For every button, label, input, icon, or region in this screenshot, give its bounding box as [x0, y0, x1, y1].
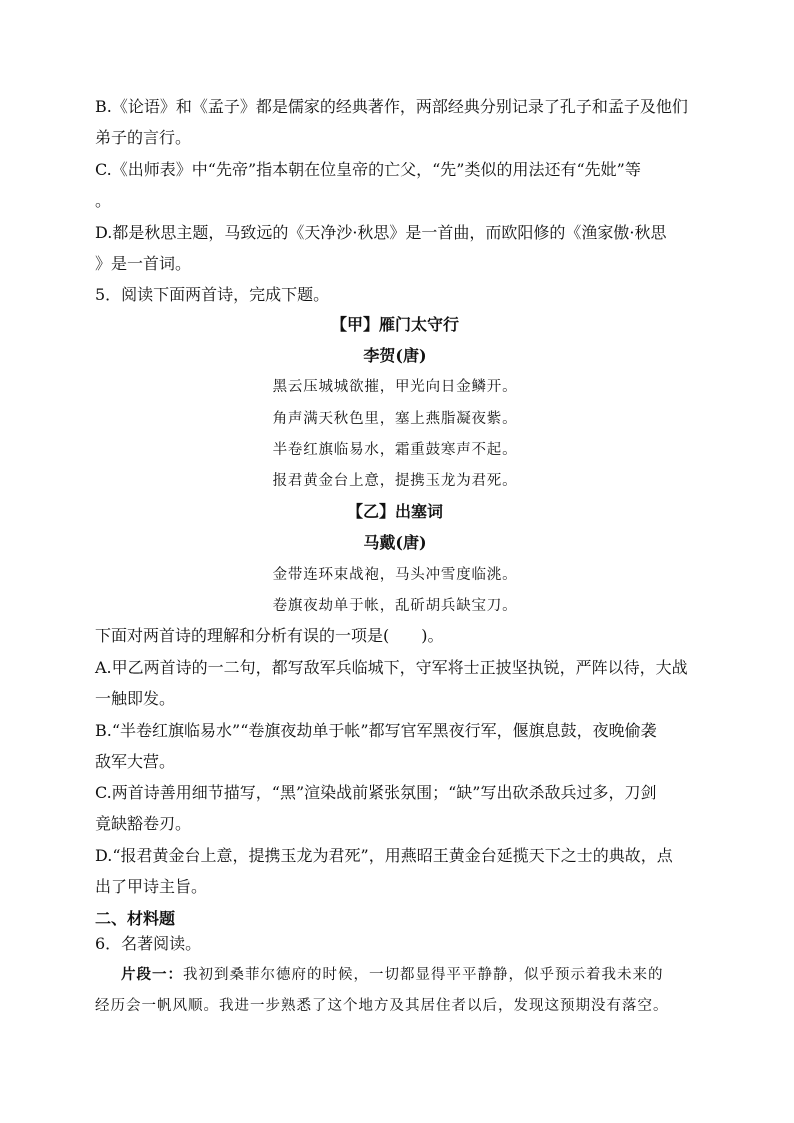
poem-a-line-1: 黑云压城城欲摧，甲光向日金鳞开。	[272, 379, 518, 395]
q5-option-a-line2: 一触即发。	[95, 689, 176, 708]
q5-option-c-line1: C.两首诗善用细节描写，“黑”渲染战前紧张氛围；“缺”写出砍杀敌兵过多，刀剑	[95, 783, 657, 802]
q4-option-d-line1: D.都是秋思主题，马致远的《天净沙·秋思》是一首曲，而欧阳修的《渔家傲·秋思	[95, 223, 667, 242]
excerpt-label: 片段一：	[121, 967, 183, 983]
excerpt-text-1: 我初到桑菲尔德府的时候，一切都显得平平静静，似乎预示着我未来的	[183, 967, 664, 983]
q4-option-c-line2: 。	[95, 191, 112, 210]
q5-option-c-line2: 竟缺豁卷刃。	[95, 814, 192, 833]
poem-b-title: 【乙】出塞词	[346, 502, 443, 521]
q5-option-a-line1: A.甲乙两首诗的一二句，都写敌军兵临城下，守军将士正披坚执锐，严阵以待，大战	[95, 658, 688, 677]
poem-b-line-2: 卷旗夜劫单于帐，乱斫胡兵缺宝刀。	[272, 598, 518, 614]
q5-option-d-line2: 出了甲诗主旨。	[95, 877, 208, 896]
q6-title: 6．名著阅读。	[95, 934, 202, 953]
poem-a-line-4: 报君黄金台上意，提携玉龙为君死。	[272, 473, 518, 489]
poem-a-line-3: 半卷红旗临易水，霜重鼓寒声不起。	[272, 442, 518, 458]
excerpt-line1	[121, 964, 695, 986]
excerpt-line2: 经历会一帆风顺。我进一步熟悉了这个地方及其居住者以后，发现这预期没有落空。	[95, 998, 669, 1014]
q5-option-b-line1: B.“半卷红旗临易水”“卷旗夜劫单于帐”都写官军黑夜行军，偃旗息鼓，夜晚偷袭	[95, 721, 657, 740]
q5-prompt: 下面对两首诗的理解和分析有误的一项是( )。	[95, 626, 444, 645]
q5-option-d-line1: D.“报君黄金台上意，提携玉龙为君死”，用燕昭王黄金台延揽天下之士的典故，点	[95, 846, 673, 865]
q4-option-b-line2: 弟子的言行。	[95, 128, 192, 147]
poem-a-author: 李贺(唐)	[363, 346, 427, 365]
q4-option-b-line1: B.《论语》和《孟子》都是儒家的经典著作，两部经典分别记录了孔子和孟子及他们	[95, 97, 688, 116]
q5-option-b-line2: 敌军大营。	[95, 752, 176, 771]
poem-a-line-2: 角声满天秋色里，塞上燕脂凝夜紫。	[272, 411, 518, 427]
poem-a-title: 【甲】雁门太守行	[330, 315, 459, 334]
q5-stem: 5．阅读下面两首诗，完成下题。	[95, 285, 330, 304]
q4-option-c-line1: C.《出师表》中“先帝”指本朝在位皇帝的亡父，“先”类似的用法还有“先妣”等	[95, 160, 641, 179]
poem-b-line-1: 金带连环束战袍，马头冲雪度临洮。	[272, 567, 518, 583]
q4-option-d-line2: 》是一首词。	[95, 254, 192, 273]
poem-b-author: 马戴(唐)	[363, 533, 427, 552]
section-heading: 二、材料题	[95, 909, 176, 928]
